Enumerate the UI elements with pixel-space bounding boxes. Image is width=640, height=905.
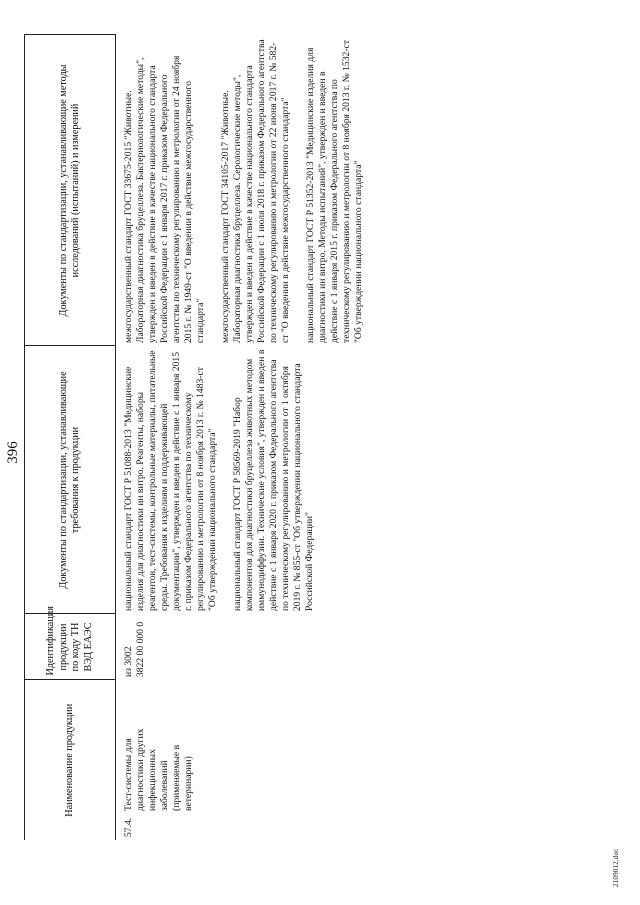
product-name: Тест-системы для диагностики других инфекционных заболеваний (применяемые в ветеринарии)	[123, 728, 194, 811]
method-standard	[305, 38, 365, 343]
document-code: 2109012.doc	[612, 848, 620, 887]
methods-cell	[116, 35, 379, 346]
tn-ved-code: 3822 00 000 0	[135, 621, 146, 677]
product-cell	[116, 680, 379, 840]
row-number: 57.4.	[123, 817, 134, 837]
header-product-name: Наименование продукции	[25, 680, 116, 840]
header-methods-docs: Документы по стандартизации, устанавливающие методы исследований (испытаний) и измерений	[25, 35, 116, 346]
codes-cell	[116, 614, 379, 680]
header-tn-ved-code: Идентификация продукции по коду ТН ВЭД ЕАЭС	[25, 614, 116, 680]
method-text: межгосударственный стандарт ГОСТ 33675-2015 "Животные. Лабораторная диагностика бруцеллеза. Бактериологические методы", утвержден и введен в действие в качестве национального стандарта Российской Федерации с 1 января 2017 г. приказом Федерального агентства по техническому регулированию и метрологии от 24 ноября 2015 г. № 1949-ст "О введении в действие межгосударственного стандарта"	[123, 55, 206, 343]
requirement-standard	[232, 349, 316, 611]
table-row	[116, 35, 379, 840]
method-text: национальный стандарт ГОСТ Р 51352-2013 "Медицинские изделия для диагностики ин витро. Методы испытаний", утвержден и введен в действие с 1 января 2015 г. приказом Федерального агентства по техническому регулированию и метрологии от 8 ноября 2013 г. № 1532-ст "Об утверждении национального стандарта"	[305, 40, 364, 343]
page-number: 396	[5, 441, 21, 464]
method-text: межгосударственный стандарт ГОСТ 34105-2017 "Животные. Лабораторная диагностика бруцеллеза. Серологические методы", утвержден и введен в действие в качестве национального стандарта Российской Федерации с 1 июля 2018 г. приказом Федерального агентства по техническому регулированию и метрологии от 22 июня 2017 г. № 582-ст "О введении в действие межгосударственного стандарта"	[220, 39, 291, 343]
method-standard	[220, 38, 292, 343]
requirements-cell	[116, 346, 379, 614]
header-requirements-docs: Документы по стандартизации, устанавливающие требования к продукции	[25, 346, 116, 614]
table-header-row	[25, 35, 116, 840]
tn-ved-code: из 3002	[123, 646, 134, 677]
requirement-standard	[123, 349, 219, 611]
requirement-text: национальный стандарт ГОСТ Р 51088-2013 "Медицинские изделия для диагностики ин витро. Реагенты, наборы реагентов, тест-системы, контрольные материалы, питательные среды. Требования к изделиям и поддерживающей документации", утвержден и введен в действие с 1 января 2015 г. приказом Федерального агентства по техническому регулированию и метрологии от 8 ноября 2013 г. № 1483-ст "Об утверждении национального стандарта"	[123, 350, 218, 611]
product-table	[24, 35, 378, 841]
method-standard	[123, 38, 207, 343]
requirement-text: национальный стандарт ГОСТ Р 58569-2019 "Набор компонентов для диагностики бруцеллеза животных методом иммунодиффузии. Технические условия", утвержден и введен в действие с 1 января 2020 г. приказом Федерального агентства по техническому регулированию и метрологии от 1 октября 2019 г. № 855-ст "Об утверждении национального стандарта Российской Федерации"	[232, 349, 315, 611]
